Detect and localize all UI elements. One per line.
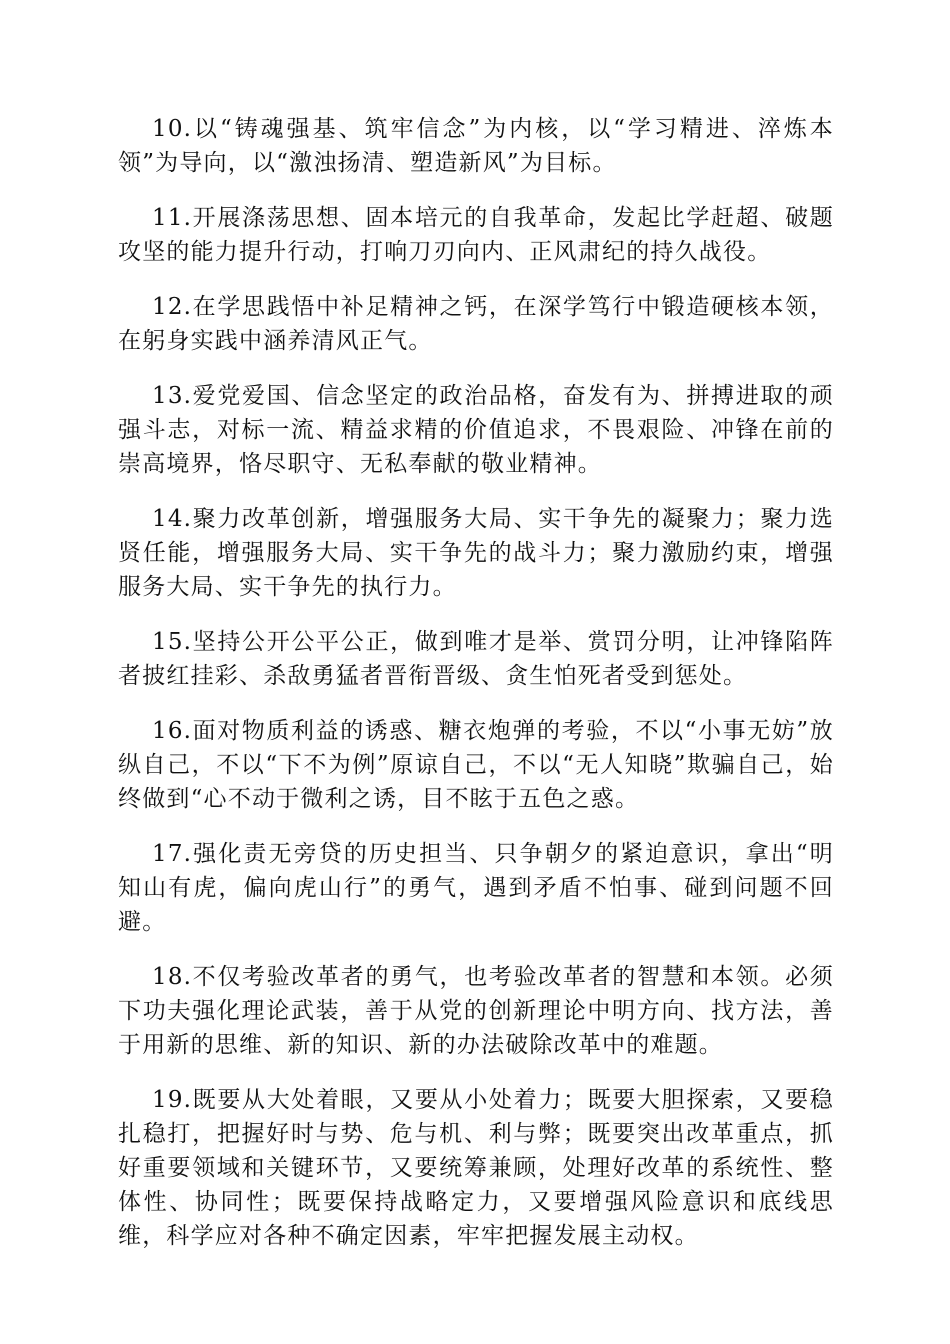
document-page — [118, 112, 834, 1274]
paragraph-18: 18.不仅考验改革者的勇气，也考验改革者的智慧和本领。必须下功夫强化理论武装，善于从党的创新理论中明方向、找方法，善于用新的思维、新的知识、新的办法破除改革中的难题。 — [118, 964, 834, 1058]
paragraph-10: 10.以“铸魂强基、筑牢信念”为内核，以“学习精进、淬炼本领”为导向，以“激浊扬清、塑造新风”为目标。 — [118, 116, 834, 176]
paragraph-16: 16.面对物质利益的诱惑、糖衣炮弹的考验，不以“小事无妨”放纵自己，不以“下不为例”原谅自己，不以“无人知晓”欺骗自己，始终做到“心不动于微利之诱，目不眩于五色之惑。 — [118, 718, 834, 812]
paragraph-15: 15.坚持公开公平公正，做到唯才是举、赏罚分明，让冲锋陷阵者披红挂彩、杀敌勇猛者晋衔晋级、贪生怕死者受到惩处。 — [118, 629, 834, 689]
paragraph-17: 17.强化责无旁贷的历史担当、只争朝夕的紧迫意识，拿出“明知山有虎，偏向虎山行”的勇气，遇到矛盾不怕事、碰到问题不回避。 — [118, 841, 834, 935]
paragraph-14: 14.聚力改革创新，增强服务大局、实干争先的凝聚力；聚力选贤任能，增强服务大局、实干争先的战斗力；聚力激励约束，增强服务大局、实干争先的执行力。 — [118, 506, 834, 600]
paragraph-11: 11.开展涤荡思想、固本培元的自我革命，发起比学赶超、破题攻坚的能力提升行动，打响刀刃向内、正风肃纪的持久战役。 — [118, 205, 834, 265]
paragraph-13: 13.爱党爱国、信念坚定的政治品格，奋发有为、拼搏进取的顽强斗志，对标一流、精益求精的价值追求，不畏艰险、冲锋在前的崇高境界，恪尽职守、无私奉献的敬业精神。 — [118, 383, 834, 477]
paragraph-12: 12.在学思践悟中补足精神之钙，在深学笃行中锻造硬核本领，在躬身实践中涵养清风正气。 — [118, 294, 834, 354]
paragraph-19: 19.既要从大处着眼，又要从小处着力；既要大胆探索，又要稳扎稳打，把握好时与势、危与机、利与弊；既要突出改革重点，抓好重要领域和关键环节，又要统筹兼顾，处理好改革的系统性、整体性、协同性；既要保持战略定力，又要增强风险意识和底线思维，科学应对各种不确定因素，牢牢把握发展主动权。 — [118, 1087, 834, 1249]
